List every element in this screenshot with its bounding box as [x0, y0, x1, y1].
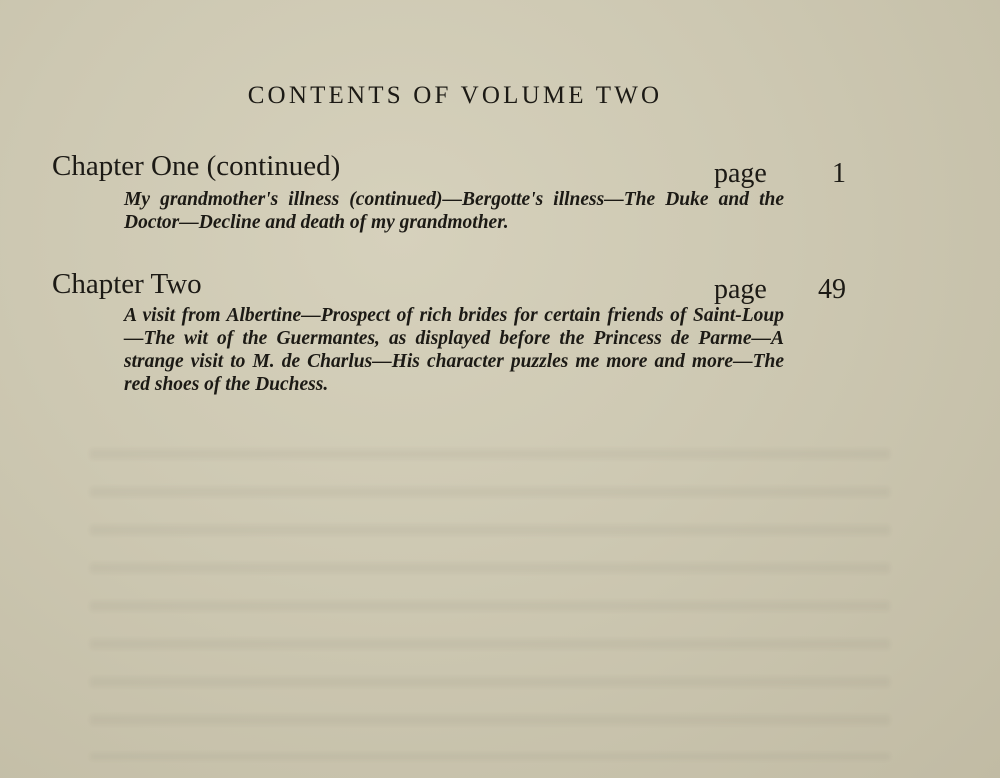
chapter-row — [52, 266, 852, 305]
chapter-entry-1 — [52, 150, 852, 233]
page-label: page — [714, 158, 767, 189]
page-number: 49 — [818, 274, 846, 305]
contents-heading: CONTENTS OF VOLUME TWO — [247, 82, 663, 109]
chapter-entry-2 — [52, 266, 852, 395]
page-number: 1 — [832, 158, 846, 189]
chapter-row — [52, 150, 852, 189]
chapter-title: Chapter One (continued) — [52, 150, 341, 182]
chapter-title: Chapter Two — [52, 268, 202, 300]
chapter-summary: A visit from Albertine—Prospect of rich brides for certain friends of Saint-Loup—The wit of the Guermantes, as displayed before the Princess de Parme—A strange visit to M. de Charlus—His character puzzles me more and more—The red shoes of the Duchess. — [124, 305, 784, 395]
bleed-through-text — [90, 430, 890, 760]
chapter-summary: My grandmother's illness (continued)—Bergotte's illness—The Duke and the Doctor—Decline and death of my grandmother. — [124, 189, 784, 233]
page-label: page — [714, 274, 767, 305]
